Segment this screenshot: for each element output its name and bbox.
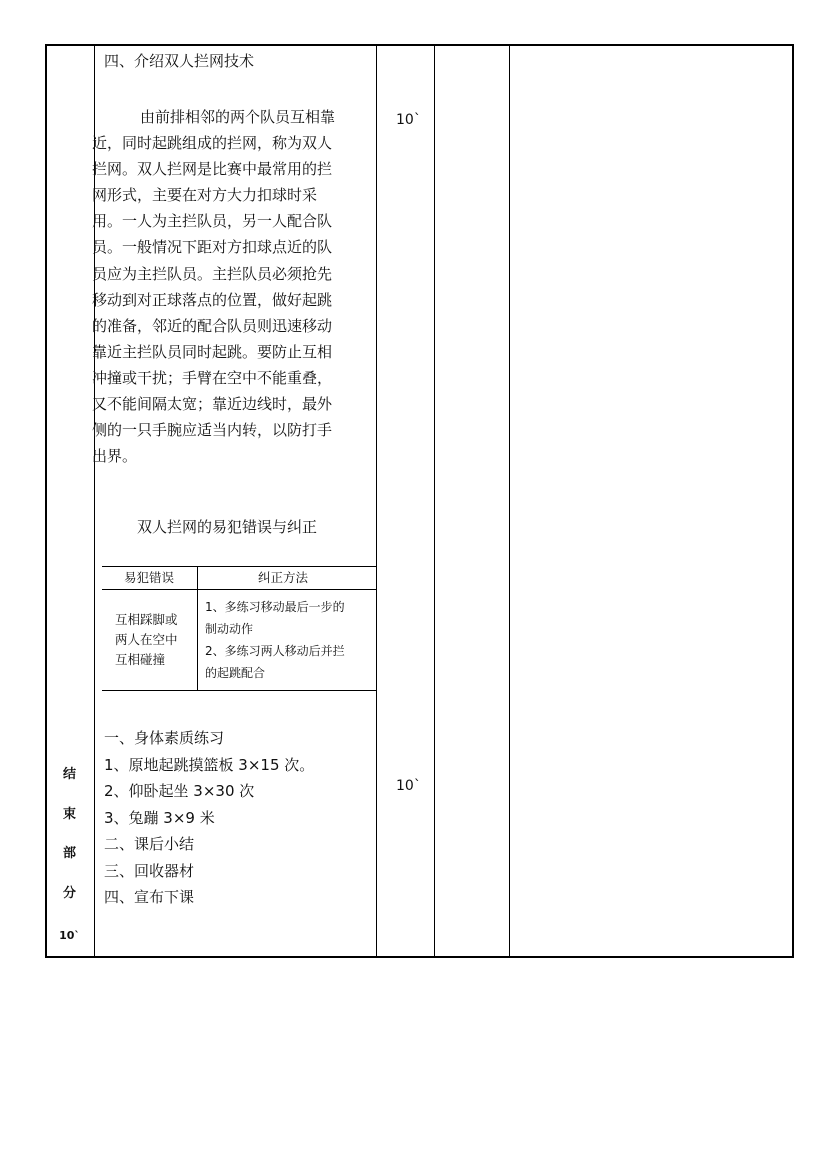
correction-cell [205, 596, 345, 684]
ending-label-char: 结 [62, 767, 76, 782]
correction-line: 制动动作 [205, 622, 254, 636]
error-line: 两人在空中 [115, 632, 178, 647]
column-divider-3 [434, 44, 435, 958]
correction-line: 2、多练习两人移动后并拦 [205, 644, 345, 658]
ending-activities-list [104, 725, 314, 911]
ending-label-char: 分 [62, 886, 76, 901]
error-line: 互相碰撞 [115, 652, 166, 667]
ending-label-time: 10` [59, 929, 80, 942]
column-divider-2 [376, 44, 377, 958]
error-table-bottom-rule [102, 690, 376, 691]
error-header: 易犯错误 [124, 570, 175, 585]
paragraph-line: 移动到对正球落点的位置，做好起跳 [92, 290, 333, 309]
paragraph-line: 拦网。双人拦网是比赛中最常用的拦 [92, 160, 333, 179]
paragraph-line: 近，同时起跳组成的拦网，称为双人 [92, 134, 333, 153]
error-line: 互相踩脚或 [115, 612, 178, 627]
error-table-column-divider [197, 566, 198, 690]
ending-label-char: 束 [62, 807, 76, 822]
error-table-caption: 双人拦网的易犯错误与纠正 [137, 518, 318, 536]
ending-time: 10` [396, 778, 421, 794]
list-item: 四、宣布下课 [104, 888, 195, 906]
correction-line: 的起跳配合 [205, 666, 266, 680]
list-item: 2、仰卧起坐 3×30 次 [104, 782, 255, 800]
paragraph-line: 由前排相邻的两个队员互相靠 [140, 108, 336, 126]
list-item: 一、身体素质练习 [104, 729, 225, 747]
paragraph-line: 靠近主拦队员同时起跳。要防止互相 [92, 342, 333, 361]
section-title: 四、介绍双人拦网技术 [104, 52, 255, 70]
ending-label-char: 部 [62, 846, 76, 861]
paragraph-line: 员应为主拦队员。主拦队员必须抢先 [92, 264, 333, 283]
correction-line: 1、多练习移动最后一步的 [205, 600, 345, 614]
error-cell [115, 610, 178, 670]
section-time: 10` [396, 112, 421, 128]
technique-description [92, 104, 374, 469]
paragraph-line: 出界。 [92, 447, 138, 466]
paragraph-line: 又不能间隔太宽；靠近边线时，最外 [92, 395, 333, 414]
column-divider-4 [509, 44, 510, 958]
paragraph-line: 员。一般情况下距对方扣球点近的队 [92, 238, 333, 257]
paragraph-line: 侧的一只手腕应适当内转，以防打手 [92, 421, 333, 440]
paragraph-line: 用。一人为主拦队员，另一人配合队 [92, 212, 333, 231]
paragraph-line: 网形式，主要在对方大力扣球时采 [92, 186, 318, 205]
list-item: 1、原地起跳摸篮板 3×15 次。 [104, 755, 315, 774]
correction-header: 纠正方法 [258, 570, 309, 585]
list-item: 三、回收器材 [104, 861, 195, 880]
paragraph-line: 冲撞或干扰；手臂在空中不能重叠， [92, 368, 333, 387]
list-item: 3、兔蹦 3×9 米 [104, 808, 215, 827]
paragraph-line: 的准备，邻近的配合队员则迅速移动 [92, 316, 333, 335]
error-table-top-rule [102, 566, 376, 567]
list-item: 二、课后小结 [104, 835, 195, 853]
error-table-header-rule [102, 589, 376, 590]
